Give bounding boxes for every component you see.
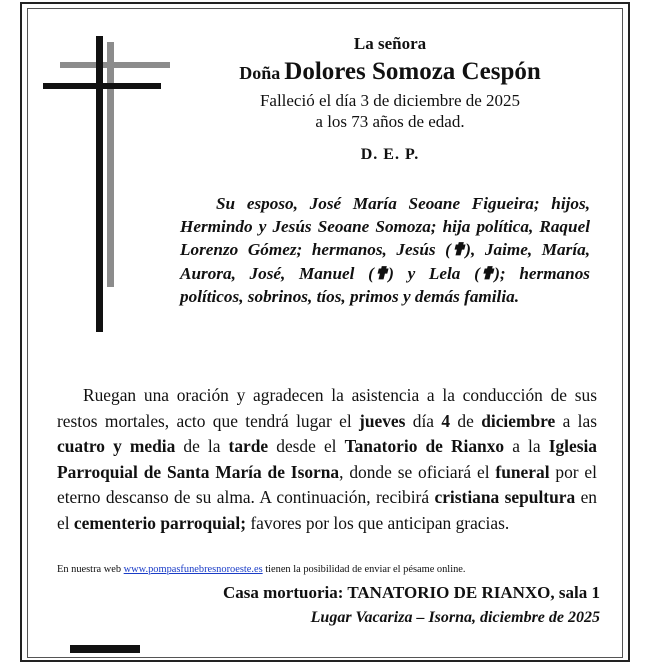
intro-line: La señora [353, 34, 427, 53]
deceased-name-line [180, 57, 600, 90]
ceremony-paragraph: Ruegan una oración y agradecen la asistencia a la conducción de sus restos mortales, acto que tendrá lugar el jueves día 4 de diciembre a las cuatro y media de la tarde desde el Tanatorio de Rianxo a la Iglesia Parroquial de Santa María de Isorna, donde se oficiará el funeral por el eterno descanso de su alma. A continuación, recibirá cristiana sepultura en el cementerio parroquial; favores por los que anticipan gracias. [57, 385, 598, 533]
web-note: En nuestra web www.pompasfunebresnoroeste.es tienen la posibilidad de enviar el pésame online. [57, 564, 466, 575]
dep-line: D. E. P. [360, 146, 420, 163]
place-date: Lugar Vacariza – Isorna, diciembre de 2025 [310, 609, 600, 626]
logo-mark [70, 645, 140, 653]
age-line: a los 73 años de edad. [315, 112, 465, 131]
mortuary-house: Casa mortuoria: TANATORIO DE RIANXO, sala 1 [222, 583, 600, 602]
name-prefix: Doña [239, 63, 281, 83]
family-list: Su esposo, José María Seoane Figueira; hijos, Hermindo y Jesús Seoane Somoza; hija política, Raquel Lorenzo Gómez; hermanos, Jesús (✟), Jaime, María, Aurora, José, Manuel (✟) y Lela (✟); hermanos políticos, sobrinos, tíos, primos y demás familia. [180, 194, 590, 306]
website-link[interactable]: www.pompasfunebresnoroeste.es [123, 564, 263, 575]
header [180, 33, 600, 164]
deceased-name: Dolores Somoza Cespón [284, 58, 541, 85]
death-date: Falleció el día 3 de diciembre de 2025 [259, 91, 521, 110]
